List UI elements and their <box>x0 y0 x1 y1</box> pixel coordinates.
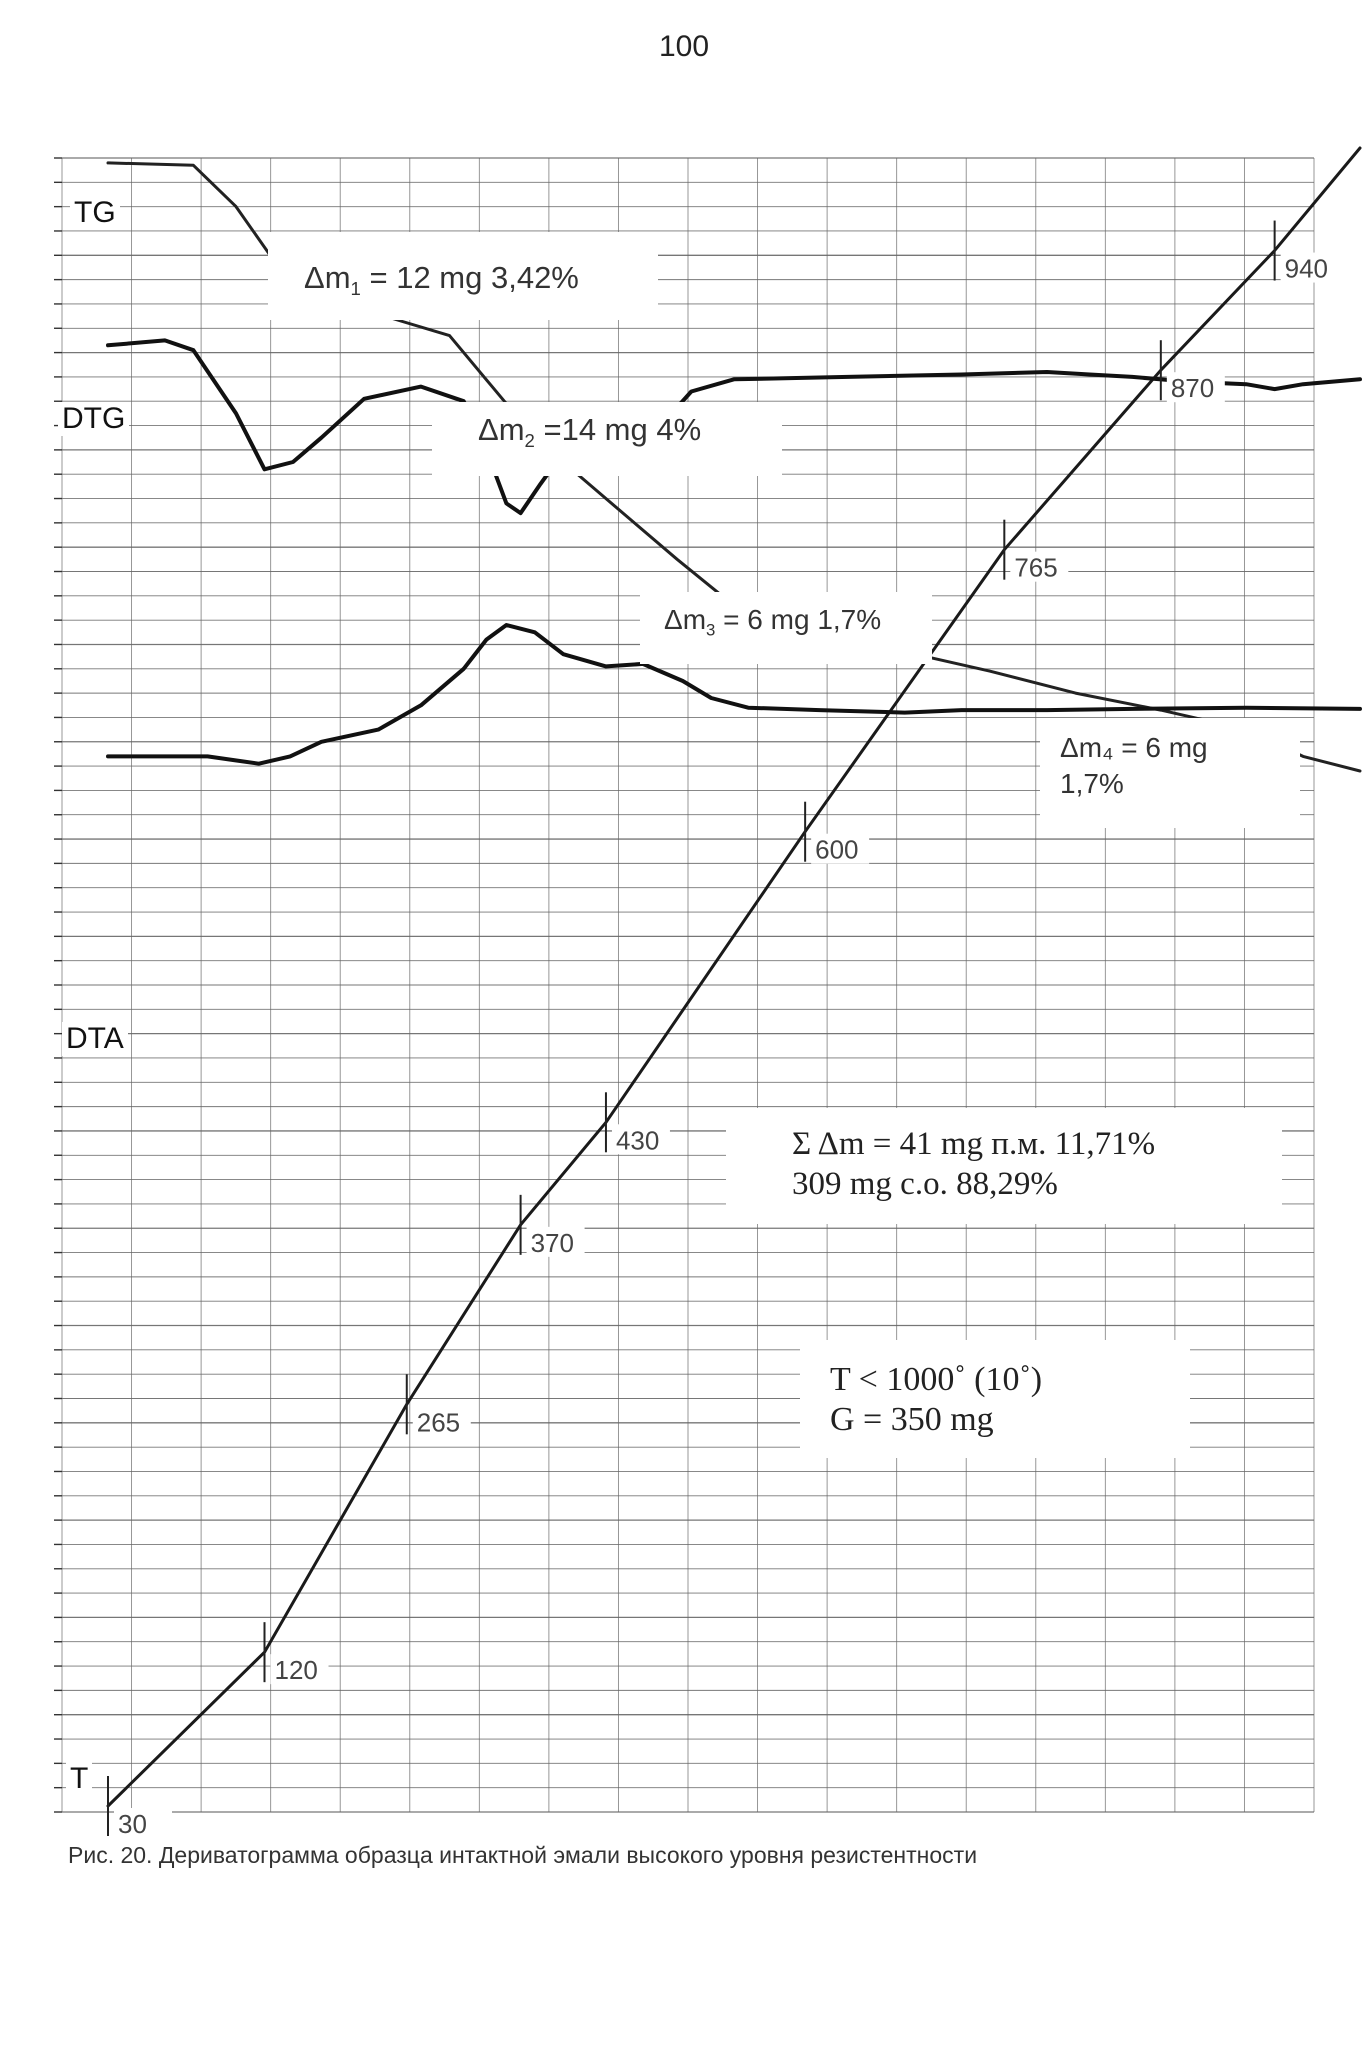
temperature-label: 370 <box>530 1227 574 1258</box>
sum-line1: Σ Δm = 41 mg п.м. 11,71% <box>792 1126 1156 1162</box>
dm2-text: =14 mg 4% <box>534 412 702 447</box>
dm1-sub: 1 <box>350 278 361 300</box>
dm1-prefix: Δm <box>304 260 351 295</box>
temperature-label: 870 <box>1170 373 1215 404</box>
dm3-text: = 6 mg 1,7% <box>715 604 882 635</box>
dm2-sub: 2 <box>524 430 535 452</box>
temperature-label: 265 <box>416 1407 461 1438</box>
temperature-label: 940 <box>1284 253 1329 284</box>
dm2-prefix: Δm <box>478 412 525 447</box>
dm3-prefix: Δm <box>664 604 707 635</box>
temperature-label: 30 <box>118 1809 147 1839</box>
sum-line2: 309 mg с.о. 88,29% <box>792 1166 1058 1202</box>
dm4-line1: Δm₄ = 6 mg <box>1060 732 1208 763</box>
dta-label: DTA <box>62 1022 128 1056</box>
dm4-line2: 1,7% <box>1060 768 1124 799</box>
dm1-annotation <box>268 232 658 320</box>
figure-caption: Рис. 20. Дериватограмма образца интактной эмали высокого уровня резистентности <box>68 1842 978 1868</box>
tg-label: TG <box>70 196 120 230</box>
sum-annotation <box>726 1108 1282 1224</box>
temperature-label: 430 <box>615 1125 660 1156</box>
conditions-line2: G = 350 mg <box>830 1401 994 1438</box>
conditions-line1: T < 1000˚ (10˚) <box>830 1361 1043 1398</box>
dm3-sub: 3 <box>706 620 716 640</box>
conditions-annotation <box>800 1340 1190 1458</box>
temperature-label: 765 <box>1014 552 1058 583</box>
temperature-label: 600 <box>815 834 859 865</box>
dm3-annotation <box>640 592 932 664</box>
page-number: 100 <box>658 30 710 63</box>
dm4-annotation <box>1040 718 1300 828</box>
temperature-label: 120 <box>274 1655 318 1686</box>
dm1-text: = 12 mg 3,42% <box>360 260 579 295</box>
dm2-annotation <box>432 402 782 476</box>
dtg-label: DTG <box>58 402 129 436</box>
t-label: T <box>66 1762 92 1796</box>
